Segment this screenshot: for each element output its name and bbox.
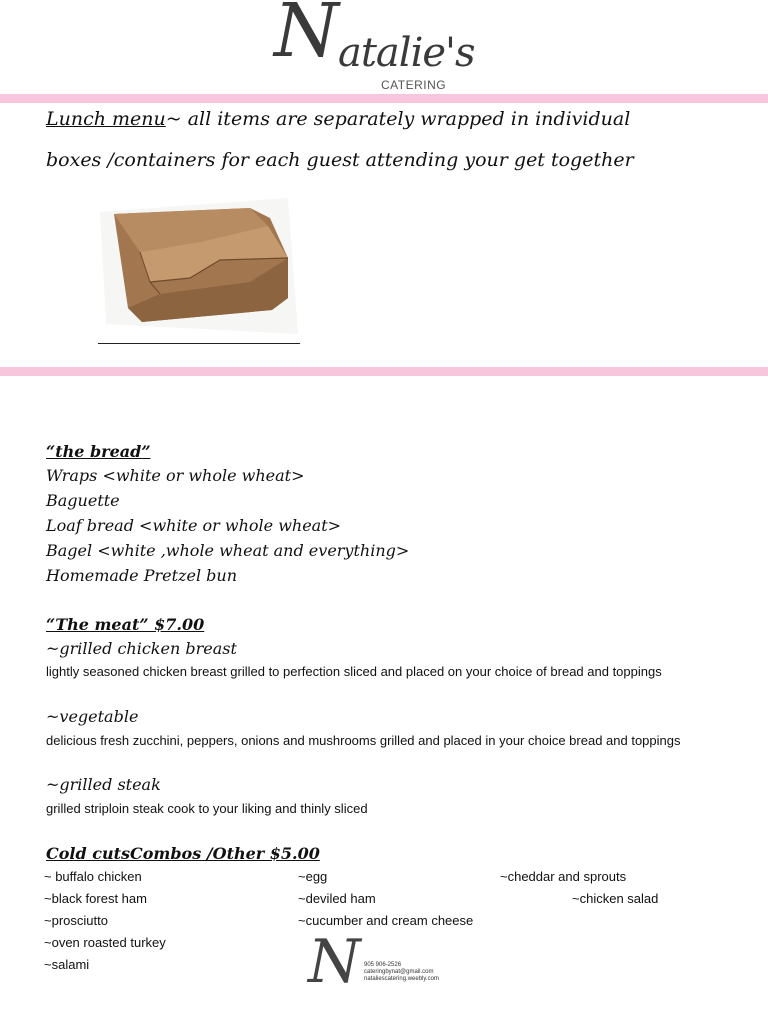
meat-option-name: ~grilled steak <box>46 775 161 794</box>
footer-contact <box>308 927 448 1006</box>
natalies-catering-logo <box>268 0 475 96</box>
bread-item: Bagel <white ,whole wheat and everything> <box>46 541 410 560</box>
bread-item: Wraps <white or whole wheat> <box>46 466 305 485</box>
meat-heading: “The meat” $7.00 <box>46 615 205 634</box>
intro-line-1-text: ~ all items are separately wrapped in individual <box>165 108 631 130</box>
meat-option-name: ~grilled chicken breast <box>46 639 237 658</box>
lunch-menu-label: Lunch menu <box>46 108 166 130</box>
cold-cuts-heading: Cold cutsCombos /Other $5.00 <box>46 844 320 863</box>
cold-cut-item: ~chicken salad <box>572 891 659 906</box>
footer-logo-mark: N <box>308 927 361 997</box>
cold-cut-item: ~salami <box>44 957 90 972</box>
bread-item: Loaf bread <white or whole wheat> <box>46 516 342 535</box>
bread-item: Homemade Pretzel bun <box>46 566 237 585</box>
cold-cut-item: ~black forest ham <box>44 891 147 906</box>
image-underline <box>98 343 300 344</box>
bottom-pink-band <box>0 367 768 376</box>
intro-line-1 <box>46 108 630 130</box>
contact-info <box>364 962 439 983</box>
cold-cut-item: ~egg <box>298 869 328 884</box>
cold-cut-item: ~oven roasted turkey <box>44 935 166 950</box>
intro-line-2: boxes /containers for each guest attending your get together <box>46 149 634 171</box>
cold-cut-item: ~prosciutto <box>44 913 108 928</box>
contact-website: nataliescatering.weebly.com <box>364 976 439 982</box>
meat-option-desc: grilled striploin steak cook to your liking and thinly sliced <box>46 801 368 816</box>
bread-heading: “the bread” <box>46 442 151 461</box>
contact-email: cateringbynat@gmail.com <box>364 969 434 975</box>
bread-item: Baguette <box>46 491 120 510</box>
top-pink-band <box>0 94 768 103</box>
meat-option-name: ~vegetable <box>46 707 139 726</box>
contact-phone: 905 906-2526 <box>364 962 402 968</box>
cold-cut-item: ~cucumber and cream cheese <box>298 913 474 928</box>
cold-cut-item: ~ buffalo chicken <box>44 869 142 884</box>
logo-initial: N <box>274 0 339 74</box>
cold-cut-item: ~deviled ham <box>298 891 376 906</box>
cold-cut-item: ~cheddar and sprouts <box>500 869 627 884</box>
takeout-box-image <box>100 198 298 338</box>
logo-name: atalie's <box>338 30 475 76</box>
meat-option-desc: lightly seasoned chicken breast grilled to perfection sliced and placed on your choice of bread and toppings <box>46 664 662 679</box>
logo-subtitle: CATERING <box>381 78 447 92</box>
meat-option-desc: delicious fresh zucchini, peppers, onions and mushrooms grilled and placed in your choice bread and toppings <box>46 733 681 748</box>
